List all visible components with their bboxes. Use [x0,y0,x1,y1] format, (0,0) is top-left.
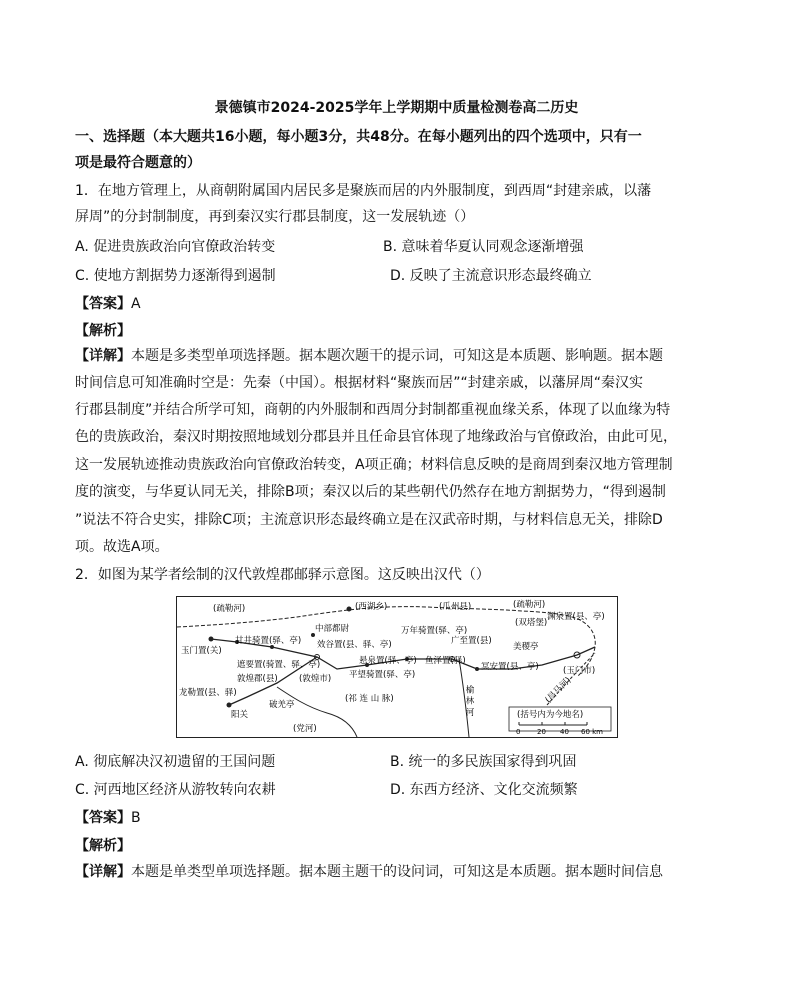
q1-option-a: A. 促进贵族政治向官僚政治转变 [75,239,276,255]
map-label-shule-right: (疏勒河) [513,600,546,610]
map-label-shuangta: (双塔堡) [515,618,548,628]
q2-option-a: A. 彻底解决汉初遗留的王国问题 [75,754,276,770]
q1-detail-line-4: 色的贵族政治，秦汉时期按照地域划分郡县并且任命县官体现了地缘政治与官僚政治，由此可见， [75,429,677,445]
map-label-dunhuangshi: (敦煌市) [299,674,332,684]
map-label-yumen-city: (玉门市) [563,666,596,676]
map-label-changma: (昌马河) [543,675,574,706]
map-label-yangguan: 阳关 [231,710,249,720]
map-label-zhongbu: 中部都尉 [315,624,350,634]
q1-stem-line1: 1．在地方管理上，从商朝附属国内居民多是聚族而居的内外服制度，到西周“封建亲戚，以藩 [75,183,652,199]
q1-detail-line-8: 项。故选A项。 [75,539,169,555]
map-label-guazhou: (瓜州县) [439,602,472,612]
dunhuang-postal-map [176,596,618,738]
map-label-wannian: 万年骑置(驿、亭) [401,626,468,636]
map-label-yiyao: 遮要置(骑置、驿、亭) [237,660,321,670]
q1-option-c: C. 使地方割据势力逐渐得到遏制 [75,268,276,284]
q1-option-d: D. 反映了主流意识形态最终确立 [390,268,592,284]
q2-detail-tag: 【详解】 [75,864,131,880]
q1-analysis-tag: 【解析】 [75,323,131,339]
q1-detail-line-3: 行郡县制度”并结合所学可知，商朝的内外服制和西周分封制都重视血缘关系，体现了以血缘为特 [75,402,671,418]
map-label-qilian: (祁 连 山 脉) [345,694,394,704]
q1-answer [75,293,141,313]
map-label-xuanquan: 悬泉置(驿、亭) [359,656,417,666]
map-label-shule-left: (疏勒河) [213,604,246,614]
map-label-scale-0: 0 [516,728,521,736]
map-label-yuze: 鱼泽置(驿) [425,656,466,666]
section-header-line1: 一、选择题（本大题共16小题，每小题3分，共48分。在每小题列出的四个选项中，只有一 [75,129,642,145]
q1-detail-line-5: 这一发展轨迹推动贵族政治向官僚政治转变，A项正确；材料信息反映的是商周到秦汉地方管理制 [75,457,673,473]
map-label-longle: 龙勒置(县、驿) [179,688,237,698]
map-label-legend: (括号内为今地名) [517,710,584,720]
map-label-danghe: (党河) [293,724,317,734]
map-label-yumenguan: 玉门置(关) [181,646,222,656]
q1-answer-tag: 【答案】 [75,296,131,312]
map-label-xiaogu: 效谷置(县、驿、亭) [317,640,392,650]
map-label-scale-20: 20 [537,728,546,736]
q2-answer-value: B [131,810,141,826]
q2-detail-line: 【详解】本题是单类型单项选择题。据本题主题干的设问词，可知这是本质题。据本题时间信息 [75,864,663,880]
section-header-line2: 项是最符合题意的） [75,155,201,171]
map-label-mingan: 冥安置(县、亭) [481,662,539,672]
q1-detail-line-7: ”说法不符合史实，排除C项；主流意识形态最终确立是在汉武帝时期，与材料信息无关，排除D [75,512,663,528]
station-dot [475,667,479,671]
map-label-pingwang: 平望骑置(驿、亭) [349,670,416,680]
q1-detail-tag: 【详解】 [75,348,131,364]
page-title: 景德镇市2024-2025学年上学期期中质量检测卷高二历史 [214,100,579,116]
q1-stem-line2: 屏周”的分封制制度，再到秦汉实行郡县制度，这一发展轨迹（） [75,209,475,225]
q2-analysis-tag: 【解析】 [75,838,131,854]
q2-option-b: B. 统一的多民族国家得到巩固 [390,754,577,770]
map-label-poqiang: 破羌亭 [269,700,295,710]
q1-detail-line-1: 【详解】本题是多类型单项选择题。据本题次题干的提示词，可知这是本质题、影响题。据本题 [75,348,663,364]
map-label-guangzhi: 广至置(县) [451,636,492,646]
q2-answer [75,807,141,827]
station-dot [227,703,232,708]
q2-stem: 2．如图为某学者绘制的汉代敦煌郡邮驿示意图。这反映出汉代（） [75,567,490,583]
map-label-xihu: (西湖乡) [355,602,388,612]
station-dot [209,637,214,642]
map-label-scale-40: 40 [560,728,569,736]
q2-option-d: D. 东西方经济、文化交流频繁 [390,782,578,798]
map-label-scale-60: 60 km [581,728,604,736]
q2-option-c: C. 河西地区经济从游牧转向农耕 [75,782,276,798]
map-label-yulin: 榆 林 河 [464,685,474,716]
map-label-dunhuangjun: 敦煌郡(县) [237,674,278,684]
map-label-meiji: 美稷亭 [513,642,539,652]
map-label-ganjing: 甘井骑置(驿、亭) [235,636,302,646]
station-dot [347,607,352,612]
q1-option-b: B. 意味着华夏认同观念逐渐增强 [383,239,584,255]
q1-answer-value: A [131,296,141,312]
map-label-yuanquan: 渊泉置(县、亭) [547,612,605,622]
q1-detail-line-6: 度的演变，与华夏认同无关，排除B项；秦汉以后的某些朝代仍然存在地方割据势力，“得到遏制 [75,484,666,500]
q2-answer-tag: 【答案】 [75,810,131,826]
q1-detail-line-2: 时间信息可知准确时空是：先秦（中国）。根据材料“聚族而居”“封建亲戚，以藩屏周“秦汉实 [75,375,644,391]
